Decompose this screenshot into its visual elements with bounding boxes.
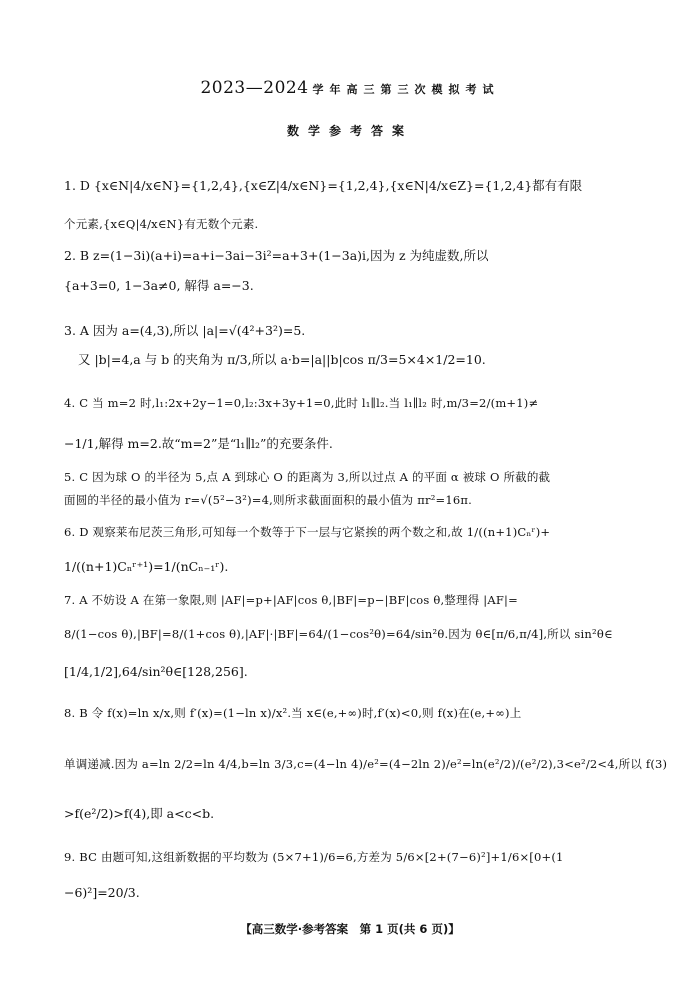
- answer-line: 8. B 令 f(x)=ln x/x,则 f′(x)=(1−ln x)/x².当 x∈(e,+∞)时,f′(x)<0,则 f(x)在(e,+∞)上: [64, 706, 522, 720]
- answer-line: {a+3=0, 1−3a≠0, 解得 a=−3.: [64, 278, 254, 293]
- answer-line: 3. A 因为 a=(4,3),所以 |a|=√(4²+3²)=5.: [64, 323, 306, 338]
- answer-line: 1/((n+1)Cₙʳ⁺¹)=1/(nCₙ₋₁ʳ).: [64, 559, 229, 574]
- answer-line: 又 |b|=4,a 与 b 的夹角为 π/3,所以 a·b=|a||b|cos π/3=5×4×1/2=10.: [78, 352, 486, 367]
- answer-line: 9. BC 由题可知,这组新数据的平均数为 (5×7+1)/6=6,方差为 5/6×[2+(7−6)²]+1/6×[0+(1: [64, 850, 564, 864]
- title-text: 学年高三第三次模拟考试: [312, 83, 500, 96]
- answer-line: −1/1,解得 m=2.故“m=2”是“l₁∥l₂”的充要条件.: [64, 436, 333, 451]
- answer-line: 2. B z=(1−3i)(a+i)=a+i−3ai−3i²=a+3+(1−3a)i,因为 z 为纯虚数,所以: [64, 248, 489, 263]
- answer-line: 单调递减.因为 a=ln 2/2=ln 4/4,b=ln 3/3,c=(4−ln 4)/e²=(4−2ln 2)/e²=ln(e²/2)/(e²/2),3<e²/2<4,所以 f(3): [64, 757, 668, 771]
- title-year: 2023—2024: [200, 78, 309, 98]
- answer-line: 5. C 因为球 O 的半径为 5,点 A 到球心 O 的距离为 3,所以过点 A 的平面 α 被球 O 所截的截: [64, 470, 551, 484]
- answer-line: 4. C 当 m=2 时,l₁:2x+2y−1=0,l₂:3x+3y+1=0,此时 l₁∥l₂.当 l₁∥l₂ 时,m/3=2/(m+1)≠: [64, 396, 539, 410]
- answer-line: 面圆的半径的最小值为 r=√(5²−3²)=4,则所求截面面积的最小值为 πr²=16π.: [64, 493, 472, 507]
- document-title: [0, 78, 700, 98]
- page-footer: 【高三数学·参考答案 第 1 页(共 6 页)】: [240, 922, 460, 936]
- document-subtitle: 数学参考答案: [286, 124, 413, 138]
- answer-line: 7. A 不妨设 A 在第一象限,则 |AF|=p+|AF|cos θ,|BF|=p−|BF|cos θ,整理得 |AF|=: [64, 593, 518, 607]
- answer-line: 1. D {x∈N|4/x∈N}={1,2,4},{x∈Z|4/x∈N}={1,2,4},{x∈N|4/x∈Z}={1,2,4}都有有限: [64, 178, 583, 193]
- answer-line: 个元素,{x∈Q|4/x∈N}有无数个元素.: [64, 217, 259, 231]
- answer-line: −6)²]=20/3.: [64, 885, 140, 900]
- answer-line: [1/4,1/2],64/sin²θ∈[128,256].: [64, 664, 248, 679]
- answer-line: >f(e²/2)>f(4),即 a<c<b.: [64, 806, 215, 821]
- answer-line: 8/(1−cos θ),|BF|=8/(1+cos θ),|AF|·|BF|=64/(1−cos²θ)=64/sin²θ.因为 θ∈[π/6,π/4],所以 sin²θ∈: [64, 627, 613, 641]
- answer-line: 6. D 观察莱布尼茨三角形,可知每一个数等于下一层与它紧挨的两个数之和,故 1/((n+1)Cₙʳ)+: [64, 525, 551, 539]
